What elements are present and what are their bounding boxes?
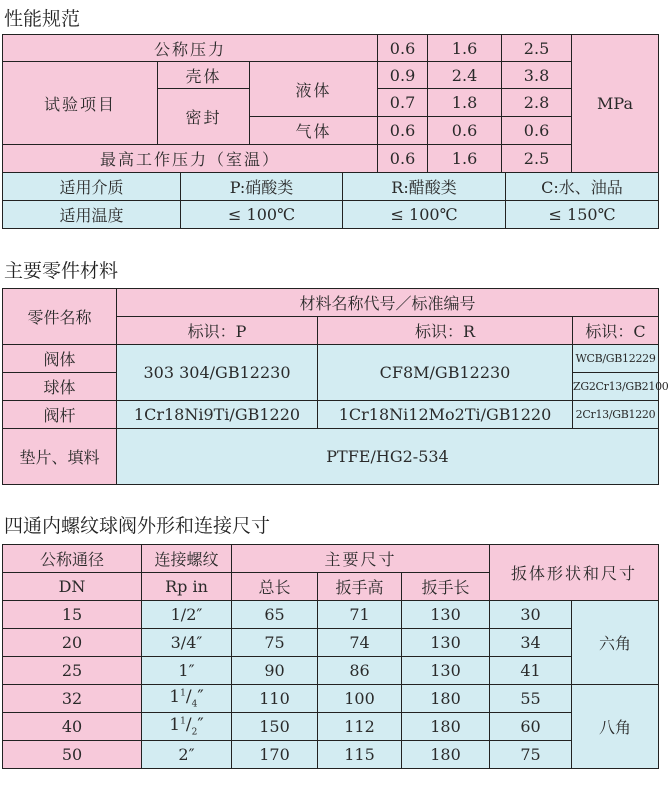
length-cell: 110 <box>232 685 318 713</box>
mark-c-header: 标识：C <box>573 317 659 345</box>
length-cell: 75 <box>232 629 318 657</box>
rp-inch-mark: ″ <box>197 687 204 708</box>
main-dimensions-header: 主要尺寸 <box>232 545 490 573</box>
shape-size-cell: 41 <box>490 657 572 685</box>
medium-value: R:醋酸类 <box>343 173 506 201</box>
performance-section-title: 性能规范 <box>4 8 81 30</box>
stem-r-material: 1Cr18Ni12Mo2Ti/GB1220 <box>318 401 573 429</box>
dimensions-table <box>2 544 659 769</box>
rp-header-unit: Rp in <box>142 573 232 601</box>
shape-size-cell: 30 <box>490 601 572 629</box>
max-pressure-label: 最高工作压力（室温） <box>3 145 378 173</box>
part-stem-label: 阀杆 <box>3 401 117 429</box>
table-row <box>3 601 659 629</box>
rp-inch-mark: ″ <box>197 715 204 736</box>
stem-c-material: 2Cr13/GB1220 <box>573 401 659 429</box>
dn-header-unit: DN <box>3 573 142 601</box>
medium-value: P:硝酸类 <box>181 173 343 201</box>
wrench-height-header: 扳手高 <box>318 573 402 601</box>
wrench-height-cell: 112 <box>318 713 402 741</box>
liquid-label: 液体 <box>250 62 378 117</box>
rp-cell: 2″ <box>142 741 232 769</box>
seal-gas-value: 0.6 <box>378 117 428 145</box>
max-pressure-value: 1.6 <box>428 145 502 173</box>
wrench-height-cell: 71 <box>318 601 402 629</box>
length-cell: 65 <box>232 601 318 629</box>
rp-numerator: 1 <box>180 688 186 699</box>
table-row <box>3 713 659 741</box>
shell-test-value: 3.8 <box>502 62 572 89</box>
length-header: 总长 <box>232 573 318 601</box>
nominal-pressure-value: 0.6 <box>378 35 428 62</box>
table-row <box>3 657 659 685</box>
stem-p-material: 1Cr18Ni9Ti/GB1220 <box>117 401 318 429</box>
length-cell: 170 <box>232 741 318 769</box>
nominal-pressure-label: 公称压力 <box>3 35 378 62</box>
shell-test-value: 2.4 <box>428 62 502 89</box>
part-name-header: 零件名称 <box>3 289 117 345</box>
test-item-label: 试验项目 <box>3 62 158 145</box>
seal-liquid-value: 0.7 <box>378 89 428 117</box>
rp-header: 连接螺纹 <box>142 545 232 573</box>
wrench-height-cell: 74 <box>318 629 402 657</box>
medium-temperature-table <box>2 172 659 229</box>
pressure-unit: MPa <box>572 35 659 173</box>
wrench-length-cell: 180 <box>402 685 490 713</box>
wrench-length-cell: 130 <box>402 601 490 629</box>
max-pressure-value: 0.6 <box>378 145 428 173</box>
dn-cell: 20 <box>3 629 142 657</box>
shell-test-value: 0.9 <box>378 62 428 89</box>
temperature-value: ≤ 100℃ <box>343 201 506 229</box>
body-ball-r-material: CF8M/GB12230 <box>318 345 573 401</box>
max-pressure-value: 2.5 <box>502 145 572 173</box>
rp-whole: 1 <box>169 687 181 708</box>
wrench-length-header: 扳手长 <box>402 573 490 601</box>
shape-size-cell: 34 <box>490 629 572 657</box>
rp-cell: 1/2″ <box>142 601 232 629</box>
dn-header: 公称通径 <box>3 545 142 573</box>
seal-gas-value: 0.6 <box>502 117 572 145</box>
part-body-label: 阀体 <box>3 345 117 373</box>
rp-cell: 1″ <box>142 657 232 685</box>
wrench-height-cell: 115 <box>318 741 402 769</box>
length-cell: 90 <box>232 657 318 685</box>
shape-size-cell: 60 <box>490 713 572 741</box>
rp-whole: 1 <box>169 715 181 736</box>
length-cell: 150 <box>232 713 318 741</box>
medium-label: 适用介质 <box>3 173 181 201</box>
dimensions-section-title: 四通内螺纹球阀外形和连接尺寸 <box>4 515 271 537</box>
mark-p-header: 标识：P <box>117 317 318 345</box>
material-header: 材料名称代号／标准编号 <box>117 289 659 317</box>
part-gasket-label: 垫片、填料 <box>3 429 117 485</box>
mark-r-header: 标识：R <box>318 317 573 345</box>
table-row <box>3 685 659 713</box>
dn-cell: 25 <box>3 657 142 685</box>
gas-label: 气体 <box>250 117 378 145</box>
performance-table <box>2 34 659 173</box>
gasket-material: PTFE/HG2-534 <box>117 429 659 485</box>
materials-table <box>2 288 668 485</box>
shape-oct-cell: 八角 <box>572 685 659 769</box>
rp-numerator: 1 <box>180 716 186 727</box>
dn-cell: 15 <box>3 601 142 629</box>
seal-liquid-value: 2.8 <box>502 89 572 117</box>
rp-denominator: 2 <box>191 727 198 738</box>
wrench-height-cell: 86 <box>318 657 402 685</box>
materials-section-title: 主要零件材料 <box>4 260 119 282</box>
seal-label: 密封 <box>158 89 250 145</box>
temperature-value: ≤ 100℃ <box>181 201 343 229</box>
seal-gas-value: 0.6 <box>428 117 502 145</box>
nominal-pressure-value: 1.6 <box>428 35 502 62</box>
shape-size-cell: 55 <box>490 685 572 713</box>
part-ball-label: 球体 <box>3 373 117 401</box>
temperature-value: ≤ 150℃ <box>506 201 659 229</box>
wrench-length-cell: 180 <box>402 741 490 769</box>
dn-cell: 50 <box>3 741 142 769</box>
dn-cell: 32 <box>3 685 142 713</box>
body-c-material: WCB/GB12229 <box>573 345 659 373</box>
seal-liquid-value: 1.8 <box>428 89 502 117</box>
rp-cell: $1^1/_4''$ <box>142 685 232 713</box>
wrench-height-cell: 100 <box>318 685 402 713</box>
rp-cell: $1^1/_2''$ <box>142 713 232 741</box>
rp-cell: 3/4″ <box>142 629 232 657</box>
shape-size-cell: 75 <box>490 741 572 769</box>
shell-label: 壳体 <box>158 62 250 89</box>
body-ball-p-material: 303 304/GB12230 <box>117 345 318 401</box>
wrench-length-cell: 130 <box>402 629 490 657</box>
body-shape-header: 扳体形状和尺寸 <box>490 545 659 601</box>
rp-denominator: 4 <box>191 699 198 710</box>
nominal-pressure-value: 2.5 <box>502 35 572 62</box>
table-row <box>3 629 659 657</box>
dn-cell: 40 <box>3 713 142 741</box>
shape-hex-cell: 六角 <box>572 601 659 685</box>
ball-c-material: ZG2Cr13/GB2100 <box>573 373 659 401</box>
wrench-length-cell: 180 <box>402 713 490 741</box>
wrench-length-cell: 130 <box>402 657 490 685</box>
table-row <box>3 741 659 769</box>
medium-value: C:水、油品 <box>506 173 659 201</box>
temperature-label: 适用温度 <box>3 201 181 229</box>
